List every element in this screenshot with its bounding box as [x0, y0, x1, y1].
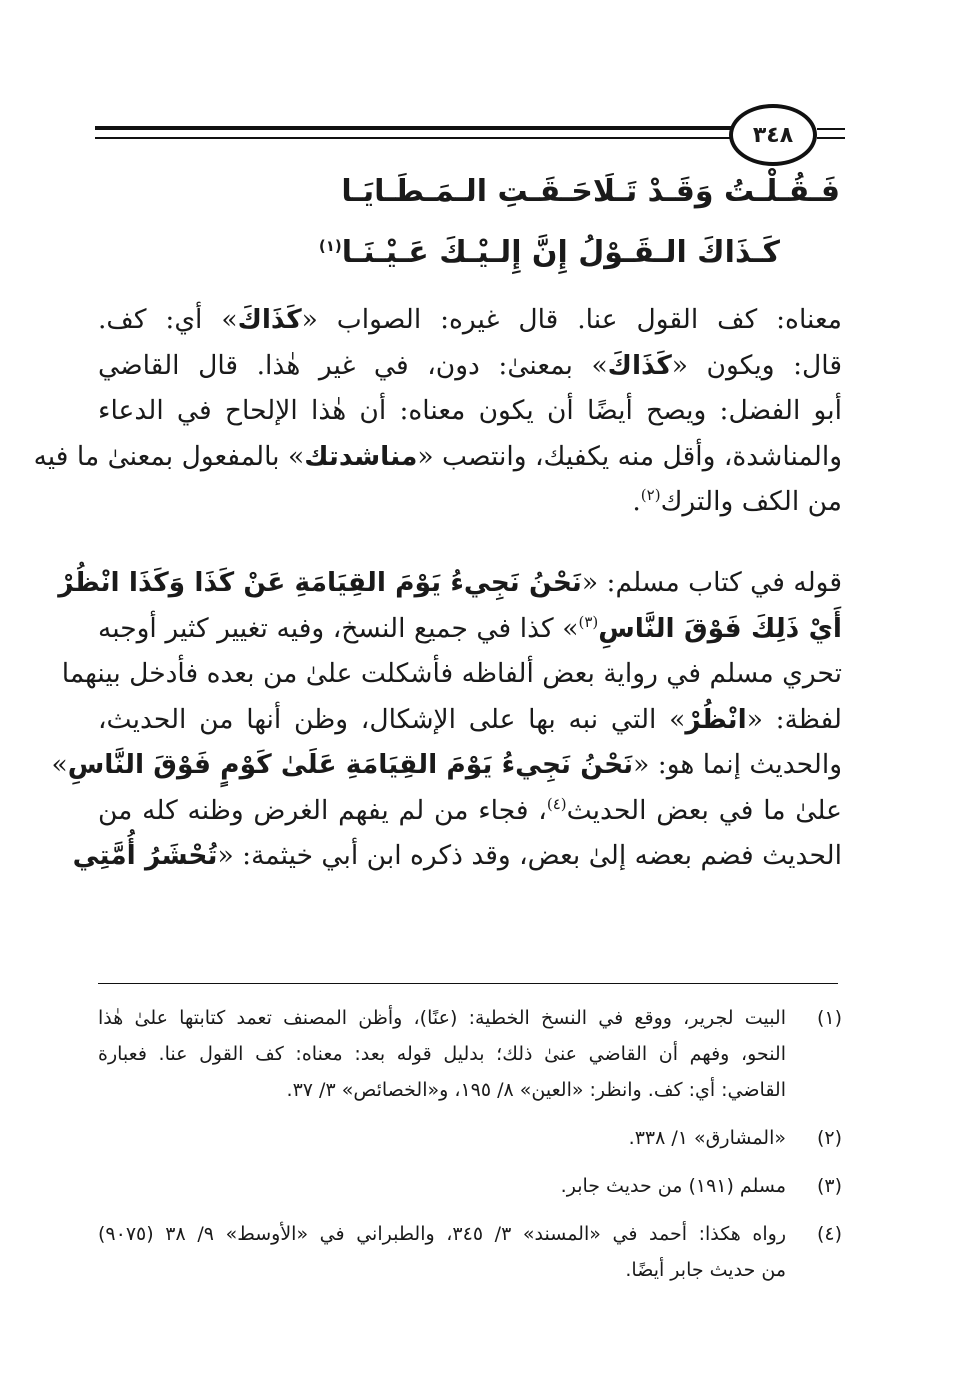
header-rule — [95, 126, 735, 130]
text: » بمعنىٰ: دون، في غير هٰذا. قال القاضي — [98, 349, 608, 381]
footnote-ref: (١) — [318, 237, 342, 255]
paragraph-1 — [33, 297, 842, 525]
text-line: أبو الفضل: ويصح أيضًا أن يكون معناه: أن هٰذا الإلحاح في الدعاء — [98, 395, 842, 426]
text: والحديث إنما هو: « — [633, 749, 842, 780]
quoted-term: انْظُرْ — [685, 703, 747, 735]
footnotes — [98, 1000, 842, 1300]
text: من الكف والترك — [660, 486, 842, 517]
text-line — [51, 742, 842, 788]
text-line — [58, 560, 842, 606]
footnote-ref: (٤) — [546, 794, 567, 813]
footnote-number: (١) — [816, 1007, 842, 1029]
text: قوله في كتاب مسلم: « — [581, 567, 842, 598]
verse-line-1: فَـقُـلْـتُ وَقَـدْ تَـلَاحَـقَـتِ الـمَـطَـايَـا — [341, 174, 840, 209]
page-number: ٣٤٨ — [729, 104, 817, 166]
text-line: تحري مسلم في رواية بعض ألفاظه فأشكلت علىٰ من بعده فأدخل بينهما — [61, 658, 842, 689]
text: . — [632, 486, 641, 517]
text: علىٰ ما في بعض الحديث — [566, 794, 842, 826]
text: الحديث فضم بعضه إلىٰ بعض، وقد ذكره ابن أبي خيثمة: « — [217, 840, 842, 871]
hadith-quote: نَحْنُ نَجِيءُ يَوْمَ القِيَامَةِ عَلَىٰ كَوْمٍ فَوْقَ النَّاسِ — [67, 749, 634, 780]
verse-line-2 — [319, 235, 780, 270]
text-line — [98, 479, 842, 525]
text-line — [98, 606, 842, 652]
footnote-line: «المشارق» ١/ ٣٣٨. — [628, 1127, 786, 1149]
header-rule — [817, 137, 845, 139]
footnote-line: من حديث جابر أيضًا. — [625, 1259, 786, 1281]
text: معناه: كف القول عنا. قال غيره: الصواب « — [301, 304, 842, 335]
footnote-number: (٤) — [816, 1223, 842, 1245]
text: والمناشدة، وأقل منه يكفيك، وانتصب « — [417, 440, 842, 472]
text-line — [98, 697, 842, 743]
text: » — [51, 749, 68, 780]
text: » أي: كف. — [98, 304, 238, 335]
text: » بالمفعول بمعنىٰ ما فيه — [33, 440, 305, 472]
hadith-quote: نَحْنُ نَجِيءُ يَوْمَ القِيَامَةِ عَنْ كَذَا وَكَذَا انْظُرْ — [58, 567, 582, 598]
verse-line-2-text: كَـذَاكَ الـقَـوْلُ إِنَّ إِلـيْـكَ عَـيْـنَـا — [341, 235, 780, 270]
text: » كذا في جميع النسخ، وفيه تغيير كثير أوجبه — [98, 612, 579, 644]
footnote-line: البيت لجرير، ووقع في النسخ الخطية: (عنًا)، وأظن المصنف تعمد كتابتها علىٰ هٰذا — [98, 1007, 786, 1029]
text: لفظة: « — [746, 703, 842, 735]
footnote — [98, 1216, 842, 1288]
paragraph-2 — [51, 560, 842, 879]
footnote-line: القاضي: أي: كف. وانظر: «العين» ٨/ ١٩٥، و«الخصائص» ٣/ ٣٧. — [286, 1079, 786, 1101]
text: ، فجاء من لم يفهم الغرض وظنه كله من — [98, 794, 547, 826]
footnote-ref: (٣) — [578, 612, 599, 631]
footnote — [98, 1168, 842, 1204]
quoted-term: كَذَاكَ — [607, 349, 672, 381]
hadith-quote: أَيْ ذَلِكَ فَوْقَ النَّاسِ — [598, 612, 842, 644]
footnote — [98, 1120, 842, 1156]
header-rule — [817, 128, 845, 130]
text: قال: ويكون « — [671, 349, 842, 381]
text-line — [33, 434, 842, 480]
text-line — [98, 788, 842, 834]
text: » التي نبه بها على الإشكال، وظن أنها من الحديث، — [98, 703, 686, 735]
footnote-ref: (٢) — [640, 486, 661, 505]
page-header — [95, 104, 845, 164]
footnote-line: رواه هكذا: أحمد في «المسند» ٣/ ٣٤٥، والطبراني في «الأوسط» ٩/ ٣٨ (٩٠٧٥) — [98, 1223, 786, 1245]
footnote-line: النحو، وفهم أن القاضي عنىٰ ذلك؛ بدليل قوله بعد: معناه: كف القول عنا. فعبارة — [98, 1043, 786, 1065]
quoted-term: كَذَاكَ — [237, 304, 302, 335]
text-line — [98, 297, 842, 343]
text-line — [98, 343, 842, 389]
footnote-number: (٣) — [816, 1175, 842, 1197]
footnote-number: (٢) — [816, 1127, 842, 1149]
header-rule — [95, 137, 735, 139]
quoted-term: مناشدتك — [304, 440, 418, 472]
text-line — [72, 833, 842, 879]
footnote-separator — [98, 983, 838, 984]
hadith-quote: تُحْشَرُ أُمَّتِي — [72, 840, 218, 871]
footnote-line: مسلم (١٩١) من حديث جابر. — [560, 1175, 786, 1197]
footnote — [98, 1000, 842, 1108]
